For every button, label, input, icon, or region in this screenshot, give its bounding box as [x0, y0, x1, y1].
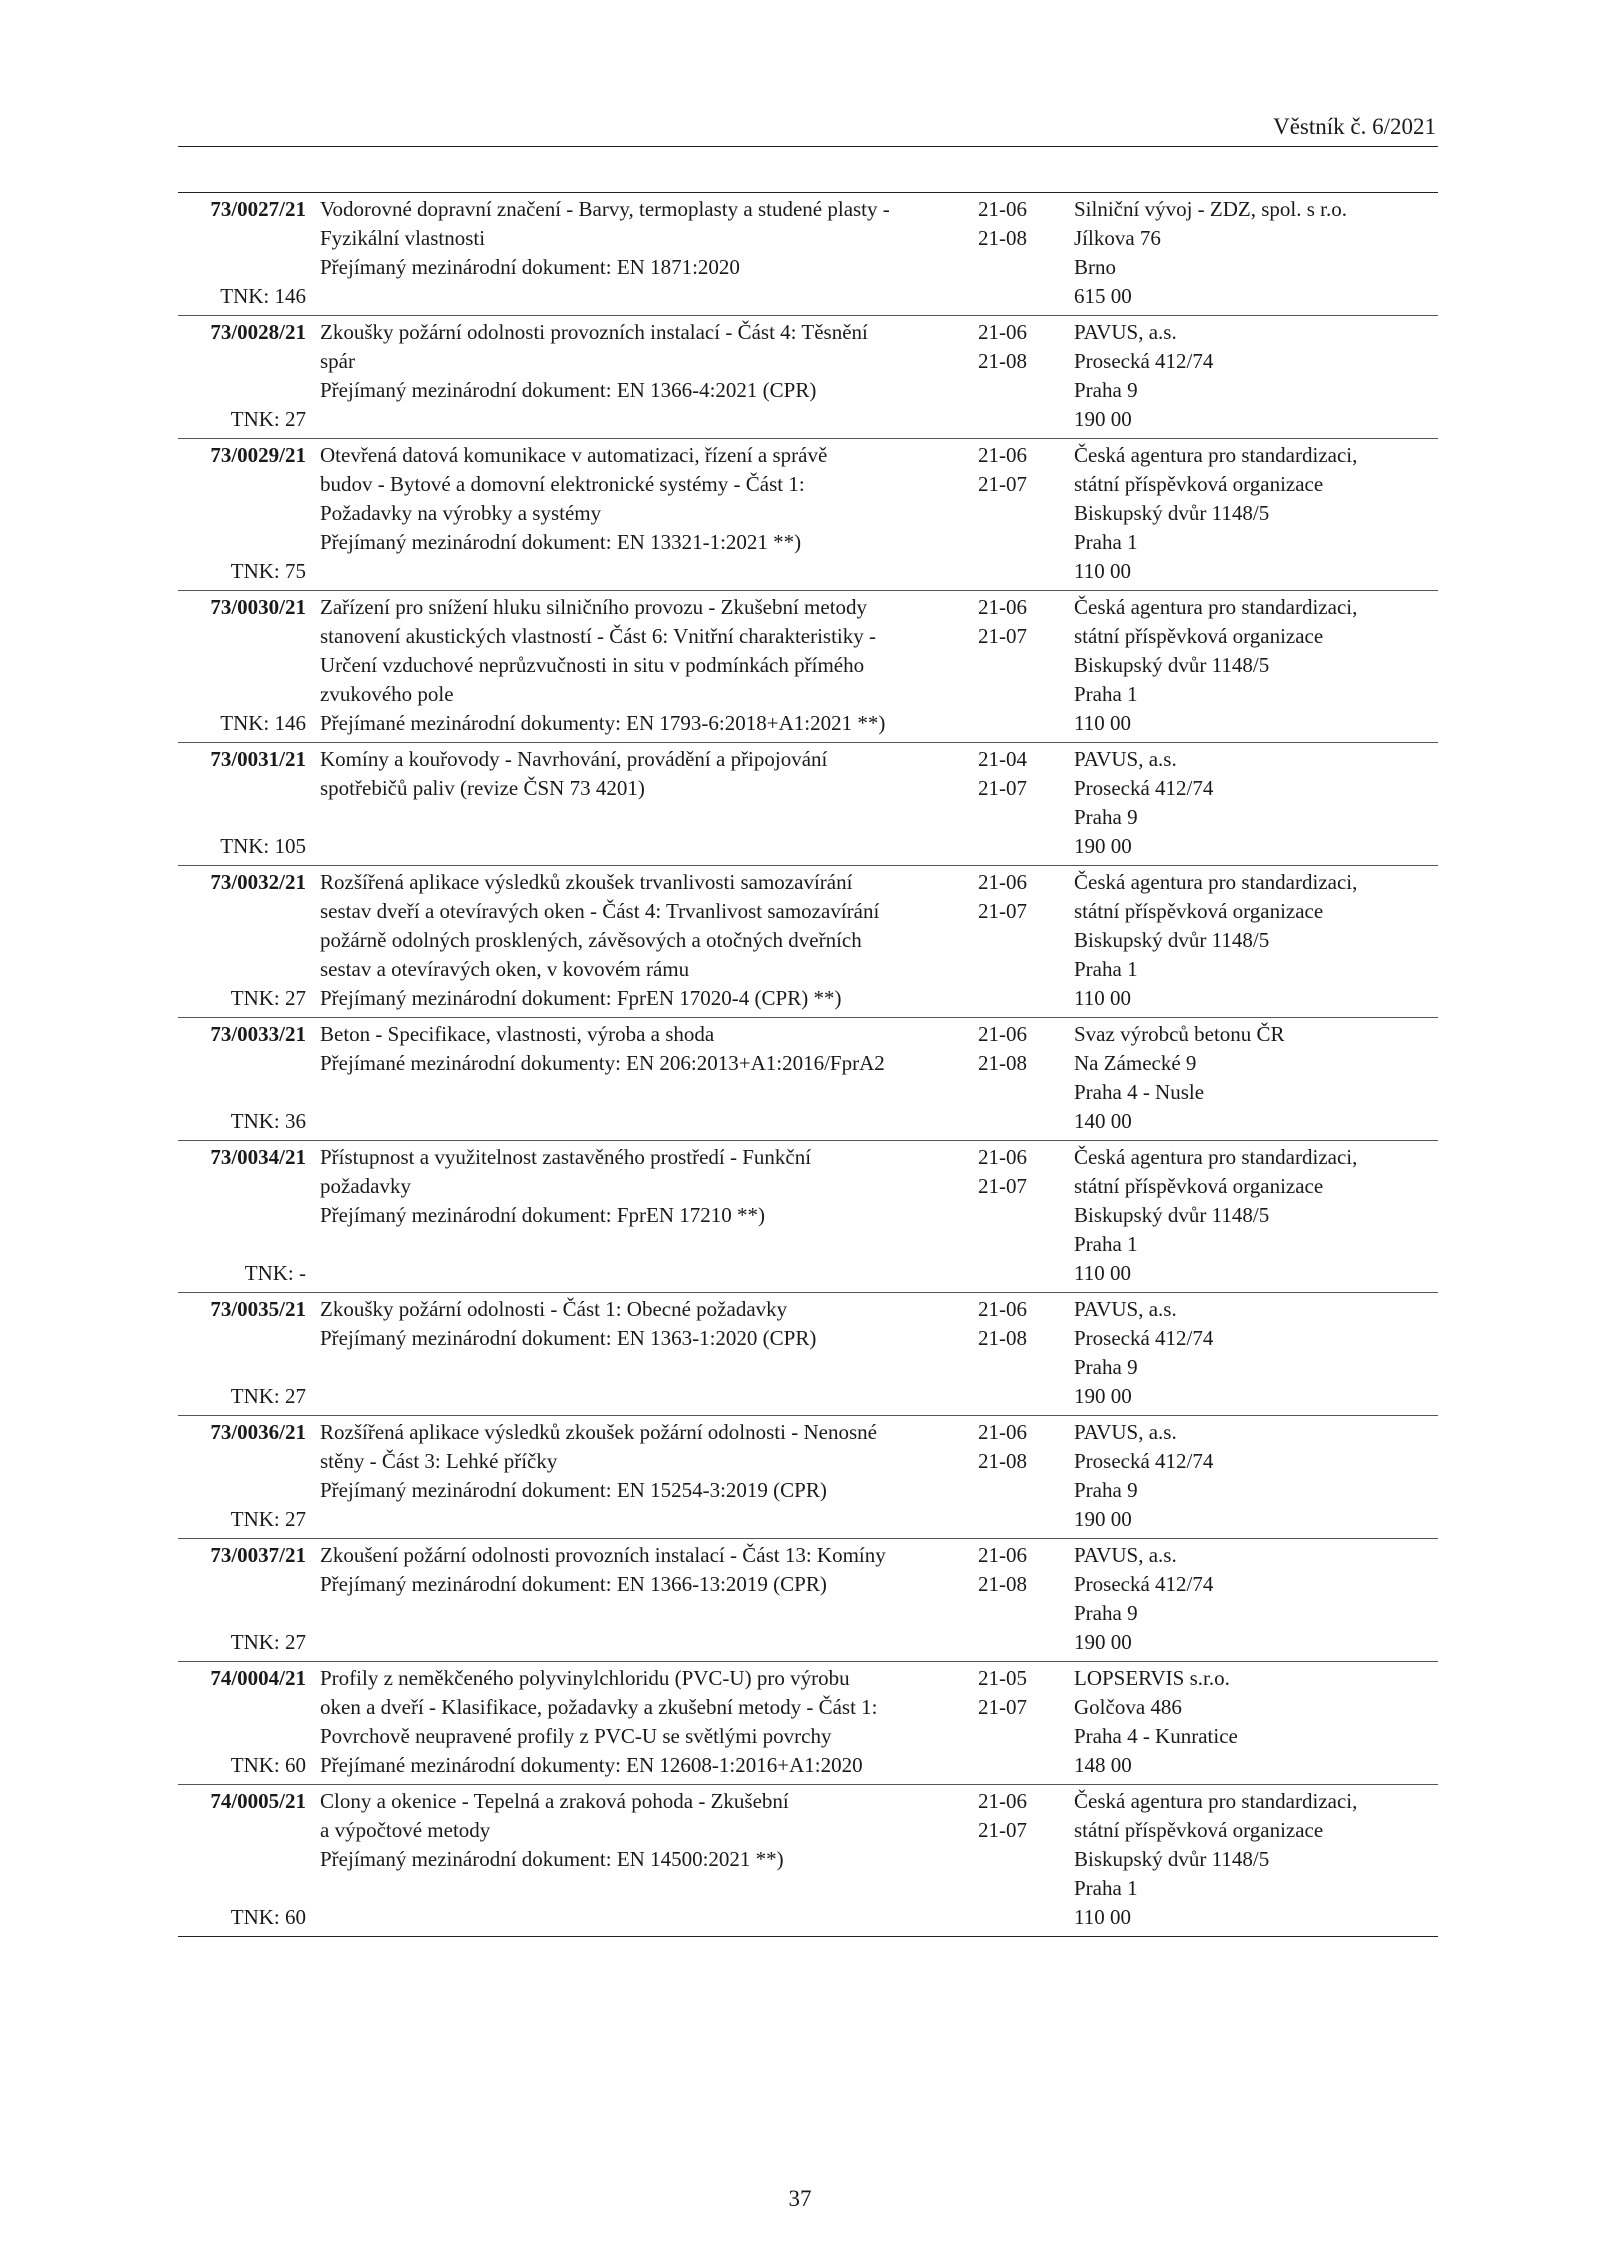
entry-date: 21-06 [978, 1543, 1027, 1567]
entry-title-cell [306, 868, 976, 1013]
entry-address-line: Biskupský dvůr 1148/5 [1074, 1847, 1270, 1871]
entry-tnk: TNK: 146 [220, 284, 306, 308]
entry-id-cell [178, 1541, 306, 1657]
entry-address-line: Jílkova 76 [1074, 226, 1161, 250]
entry-processor-address-cell [1066, 593, 1438, 738]
entry-address-line: státní příspěvková organizace [1074, 624, 1324, 648]
table-row [178, 743, 1438, 866]
entry-title-cell [306, 1020, 976, 1136]
entry-title-line: stanovení akustických vlastností - Část 6: Vnitřní charakteristiky - [320, 624, 877, 648]
entry-tnk: TNK: 75 [230, 559, 306, 583]
entry-title-cell [306, 1418, 976, 1534]
entry-title-line: Vodorovné dopravní značení - Barvy, termoplasty a studené plasty - [320, 197, 890, 221]
entry-processor-address-cell [1066, 1787, 1438, 1932]
entry-address-line: 190 00 [1074, 407, 1132, 431]
entry-title-line: budov - Bytové a domovní elektronické systémy - Část 1: [320, 472, 805, 496]
entry-address-line: PAVUS, a.s. [1074, 1297, 1177, 1321]
entry-title-cell [306, 593, 976, 738]
entry-title-line: Zkoušení požární odolnosti provozních instalací - Část 13: Komíny [320, 1543, 886, 1567]
entry-number: 74/0005/21 [210, 1789, 306, 1813]
entry-address-line: Prosecká 412/74 [1074, 1326, 1214, 1350]
entry-address-line: Praha 9 [1074, 1478, 1138, 1502]
entry-title-cell [306, 1664, 976, 1780]
entry-date: 21-06 [978, 443, 1027, 467]
entry-title-line: Požadavky na výrobky a systémy [320, 501, 602, 525]
entry-tnk: TNK: 60 [230, 1905, 306, 1929]
entry-number: 73/0033/21 [210, 1022, 306, 1046]
entry-address-line: Golčova 486 [1074, 1695, 1182, 1719]
entry-title-line: Clony a okenice - Tepelná a zraková pohoda - Zkušební [320, 1789, 789, 1813]
entry-id-cell [178, 868, 306, 1013]
entry-dates-cell [976, 1541, 1066, 1657]
entry-tnk: TNK: 27 [230, 1384, 306, 1408]
entry-address-line: 615 00 [1074, 284, 1132, 308]
entry-processor-address-cell [1066, 1295, 1438, 1411]
entry-address-line: Prosecká 412/74 [1074, 349, 1214, 373]
entry-address-line: Praha 4 - Nusle [1074, 1080, 1205, 1104]
entry-dates-cell [976, 195, 1066, 311]
entry-title-line: Přejímaný mezinárodní dokument: EN 1363-1:2020 (CPR) [320, 1326, 817, 1350]
entry-title-line: Komíny a kouřovody - Navrhování, provádění a připojování [320, 747, 828, 771]
table-row [178, 1539, 1438, 1662]
entry-address-line: 110 00 [1074, 1261, 1131, 1285]
entry-address-line: Česká agentura pro standardizaci, [1074, 1789, 1358, 1813]
entry-address-line: 190 00 [1074, 1630, 1132, 1654]
entry-address-line: Praha 9 [1074, 805, 1138, 829]
entry-date: 21-07 [978, 472, 1027, 496]
entry-title-cell [306, 1787, 976, 1932]
entry-address-line: Svaz výrobců betonu ČR [1074, 1022, 1285, 1046]
entry-date: 21-05 [978, 1666, 1027, 1690]
entry-address-line: Praha 1 [1074, 530, 1138, 554]
table-row [178, 193, 1438, 316]
table-row [178, 1293, 1438, 1416]
entry-title-cell [306, 318, 976, 434]
entry-title-line: Povrchově neupravené profily z PVC-U se světlými povrchy [320, 1724, 832, 1748]
entry-date: 21-08 [978, 1572, 1027, 1596]
entry-id-cell [178, 1295, 306, 1411]
entry-tnk: TNK: 60 [230, 1753, 306, 1777]
journal-title: Věstník č. 6/2021 [1273, 114, 1436, 139]
entry-address-line: LOPSERVIS s.r.o. [1074, 1666, 1230, 1690]
entry-title-line: Zkoušky požární odolnosti - Část 1: Obecné požadavky [320, 1297, 788, 1321]
entry-date: 21-07 [978, 1695, 1027, 1719]
entry-id-cell [178, 1143, 306, 1288]
entry-address-line: 190 00 [1074, 1384, 1132, 1408]
entry-processor-address-cell [1066, 745, 1438, 861]
entry-title-line: Přejímaný mezinárodní dokument: EN 1871:2020 [320, 255, 740, 279]
entry-address-line: PAVUS, a.s. [1074, 1420, 1177, 1444]
entry-processor-address-cell [1066, 1664, 1438, 1780]
entry-date: 21-08 [978, 1051, 1027, 1075]
entry-tnk: TNK: 36 [230, 1109, 306, 1133]
entry-address-line: PAVUS, a.s. [1074, 320, 1177, 344]
entry-address-line: PAVUS, a.s. [1074, 747, 1177, 771]
entry-title-line: Přejímané mezinárodní dokumenty: EN 1793-6:2018+A1:2021 **) [320, 711, 886, 735]
page-number: 37 [788, 2186, 812, 2211]
entry-tnk: TNK: - [244, 1261, 306, 1285]
table-row [178, 591, 1438, 743]
entry-address-line: Praha 1 [1074, 1232, 1138, 1256]
entry-title-line: sestav dveří a otevíravých oken - Část 4: Trvanlivost samozavírání [320, 899, 880, 923]
entry-title-line: Fyzikální vlastnosti [320, 226, 486, 250]
entry-title-line: sestav a otevíravých oken, v kovovém rámu [320, 957, 690, 981]
entry-date: 21-06 [978, 1297, 1027, 1321]
entry-address-line: Na Zámecké 9 [1074, 1051, 1197, 1075]
entry-title-line: Otevřená datová komunikace v automatizaci, řízení a správě [320, 443, 828, 467]
entry-title-line: spotřebičů paliv (revize ČSN 73 4201) [320, 776, 645, 800]
entry-id-cell [178, 745, 306, 861]
entry-address-line: 190 00 [1074, 834, 1132, 858]
entry-date: 21-06 [978, 1145, 1027, 1169]
entry-tnk: TNK: 27 [230, 1507, 306, 1531]
table-row [178, 316, 1438, 439]
table-row [178, 439, 1438, 591]
entry-dates-cell [976, 1418, 1066, 1534]
entry-tnk: TNK: 27 [230, 986, 306, 1010]
entry-title-line: Přejímaný mezinárodní dokument: FprEN 17020-4 (CPR) **) [320, 986, 842, 1010]
entry-address-line: Česká agentura pro standardizaci, [1074, 1145, 1358, 1169]
entry-address-line: 110 00 [1074, 559, 1131, 583]
entry-title-line: Beton - Specifikace, vlastnosti, výroba a shoda [320, 1022, 715, 1046]
entry-address-line: Praha 1 [1074, 957, 1138, 981]
entry-title-line: Přejímaný mezinárodní dokument: EN 1366-4:2021 (CPR) [320, 378, 817, 402]
entry-address-line: Česká agentura pro standardizaci, [1074, 870, 1358, 894]
entry-number: 73/0030/21 [210, 595, 306, 619]
entry-date: 21-07 [978, 1818, 1027, 1842]
entry-dates-cell [976, 1787, 1066, 1932]
entry-title-cell [306, 745, 976, 861]
entry-title-line: Rozšířená aplikace výsledků zkoušek trvanlivosti samozavírání [320, 870, 853, 894]
entry-address-line: státní příspěvková organizace [1074, 1818, 1324, 1842]
entry-number: 73/0036/21 [210, 1420, 306, 1444]
entry-address-line: Česká agentura pro standardizaci, [1074, 443, 1358, 467]
entry-address-line: 148 00 [1074, 1753, 1132, 1777]
entry-address-line: státní příspěvková organizace [1074, 472, 1324, 496]
table-row [178, 1416, 1438, 1539]
entry-dates-cell [976, 1664, 1066, 1780]
entry-date: 21-08 [978, 1326, 1027, 1350]
entry-address-line: Silniční vývoj - ZDZ, spol. s r.o. [1074, 197, 1347, 221]
entry-address-line: 190 00 [1074, 1507, 1132, 1531]
entry-title-line: Přejímaný mezinárodní dokument: EN 15254-3:2019 (CPR) [320, 1478, 827, 1502]
entry-dates-cell [976, 1020, 1066, 1136]
entry-address-line: Prosecká 412/74 [1074, 1449, 1214, 1473]
entry-number: 73/0029/21 [210, 443, 306, 467]
entry-title-cell [306, 1295, 976, 1411]
entry-number: 73/0035/21 [210, 1297, 306, 1321]
entry-address-line: Praha 9 [1074, 378, 1138, 402]
table-row [178, 1785, 1438, 1936]
standards-table [178, 192, 1438, 1937]
entry-id-cell [178, 318, 306, 434]
entry-address-line: 140 00 [1074, 1109, 1132, 1133]
entry-dates-cell [976, 593, 1066, 738]
entry-address-line: Prosecká 412/74 [1074, 776, 1214, 800]
entry-id-cell [178, 1418, 306, 1534]
entry-title-line: zvukového pole [320, 682, 454, 706]
entry-date: 21-04 [978, 747, 1027, 771]
entry-title-line: Profily z neměkčeného polyvinylchloridu (PVC-U) pro výrobu [320, 1666, 850, 1690]
entry-date: 21-06 [978, 1789, 1027, 1813]
entry-address-line: 110 00 [1074, 711, 1131, 735]
table-row [178, 1018, 1438, 1141]
entry-id-cell [178, 441, 306, 586]
entry-dates-cell [976, 868, 1066, 1013]
entry-title-line: Přejímaný mezinárodní dokument: FprEN 17210 **) [320, 1203, 766, 1227]
entry-processor-address-cell [1066, 868, 1438, 1013]
entry-address-line: Praha 1 [1074, 682, 1138, 706]
entry-processor-address-cell [1066, 1020, 1438, 1136]
entry-processor-address-cell [1066, 1541, 1438, 1657]
entry-date: 21-07 [978, 624, 1027, 648]
entry-title-cell [306, 195, 976, 311]
entry-number: 73/0037/21 [210, 1543, 306, 1567]
entry-dates-cell [976, 318, 1066, 434]
entry-processor-address-cell [1066, 195, 1438, 311]
entry-title-cell [306, 1541, 976, 1657]
entry-id-cell [178, 1020, 306, 1136]
entry-processor-address-cell [1066, 441, 1438, 586]
entry-title-line: Zařízení pro snížení hluku silničního provozu - Zkušební metody [320, 595, 868, 619]
entry-address-line: Biskupský dvůr 1148/5 [1074, 928, 1270, 952]
entry-date: 21-06 [978, 870, 1027, 894]
table-row [178, 1662, 1438, 1785]
entry-address-line: PAVUS, a.s. [1074, 1543, 1177, 1567]
entry-id-cell [178, 593, 306, 738]
entry-title-line: Přístupnost a využitelnost zastavěného prostředí - Funkční [320, 1145, 812, 1169]
entry-address-line: Prosecká 412/74 [1074, 1572, 1214, 1596]
entry-date: 21-08 [978, 1449, 1027, 1473]
entry-title-line: oken a dveří - Klasifikace, požadavky a zkušební metody - Část 1: [320, 1695, 878, 1719]
entry-address-line: Biskupský dvůr 1148/5 [1074, 653, 1270, 677]
table-row [178, 866, 1438, 1018]
entry-address-line: Biskupský dvůr 1148/5 [1074, 501, 1270, 525]
entry-title-line: Přejímané mezinárodní dokumenty: EN 206:2013+A1:2016/FprA2 [320, 1051, 885, 1075]
entry-number: 73/0034/21 [210, 1145, 306, 1169]
entry-address-line: Brno [1074, 255, 1116, 279]
entry-dates-cell [976, 441, 1066, 586]
entry-tnk: TNK: 146 [220, 711, 306, 735]
entry-id-cell [178, 195, 306, 311]
entry-title-line: a výpočtové metody [320, 1818, 491, 1842]
entry-title-line: stěny - Část 3: Lehké příčky [320, 1449, 558, 1473]
entry-title-line: Zkoušky požární odolnosti provozních instalací - Část 4: Těsnění [320, 320, 868, 344]
entry-title-cell [306, 441, 976, 586]
entry-number: 74/0004/21 [210, 1666, 306, 1690]
entry-dates-cell [976, 745, 1066, 861]
entry-number: 73/0028/21 [210, 320, 306, 344]
entry-processor-address-cell [1066, 318, 1438, 434]
entry-id-cell [178, 1664, 306, 1780]
entry-address-line: státní příspěvková organizace [1074, 899, 1324, 923]
entry-number: 73/0027/21 [210, 197, 306, 221]
page-header [178, 108, 1438, 147]
entry-address-line: Česká agentura pro standardizaci, [1074, 595, 1358, 619]
entry-number: 73/0032/21 [210, 870, 306, 894]
entry-title-line: Přejímané mezinárodní dokumenty: EN 12608-1:2016+A1:2020 [320, 1753, 863, 1777]
entry-title-line: Přejímaný mezinárodní dokument: EN 14500:2021 **) [320, 1847, 784, 1871]
entry-tnk: TNK: 27 [230, 1630, 306, 1654]
entry-address-line: Praha 9 [1074, 1355, 1138, 1379]
entry-date: 21-07 [978, 1174, 1027, 1198]
entry-date: 21-06 [978, 1022, 1027, 1046]
table-row [178, 1141, 1438, 1293]
entry-address-line: Praha 1 [1074, 1876, 1138, 1900]
entry-title-line: Určení vzduchové neprůzvučnosti in situ v podmínkách přímého [320, 653, 865, 677]
entry-title-line: Přejímaný mezinárodní dokument: EN 13321-1:2021 **) [320, 530, 802, 554]
entry-processor-address-cell [1066, 1143, 1438, 1288]
entry-title-line: požadavky [320, 1174, 411, 1198]
entry-id-cell [178, 1787, 306, 1932]
entry-tnk: TNK: 105 [220, 834, 306, 858]
entry-address-line: státní příspěvková organizace [1074, 1174, 1324, 1198]
entry-date: 21-08 [978, 226, 1027, 250]
entry-dates-cell [976, 1143, 1066, 1288]
entry-number: 73/0031/21 [210, 747, 306, 771]
entry-title-line: Přejímaný mezinárodní dokument: EN 1366-13:2019 (CPR) [320, 1572, 827, 1596]
entry-date: 21-06 [978, 320, 1027, 344]
entry-date: 21-06 [978, 595, 1027, 619]
entry-address-line: 110 00 [1074, 1905, 1131, 1929]
entry-title-line: spár [320, 349, 355, 373]
entry-processor-address-cell [1066, 1418, 1438, 1534]
entry-title-cell [306, 1143, 976, 1288]
entry-title-line: Rozšířená aplikace výsledků zkoušek požární odolnosti - Nenosné [320, 1420, 877, 1444]
entry-tnk: TNK: 27 [230, 407, 306, 431]
entry-date: 21-08 [978, 349, 1027, 373]
entry-date: 21-07 [978, 776, 1027, 800]
entry-address-line: Biskupský dvůr 1148/5 [1074, 1203, 1270, 1227]
entry-address-line: Praha 4 - Kunratice [1074, 1724, 1238, 1748]
entry-date: 21-06 [978, 197, 1027, 221]
entry-address-line: Praha 9 [1074, 1601, 1138, 1625]
entry-dates-cell [976, 1295, 1066, 1411]
entry-date: 21-06 [978, 1420, 1027, 1444]
entry-date: 21-07 [978, 899, 1027, 923]
entry-address-line: 110 00 [1074, 986, 1131, 1010]
entry-title-line: požárně odolných prosklených, závěsových a otočných dveřních [320, 928, 862, 952]
